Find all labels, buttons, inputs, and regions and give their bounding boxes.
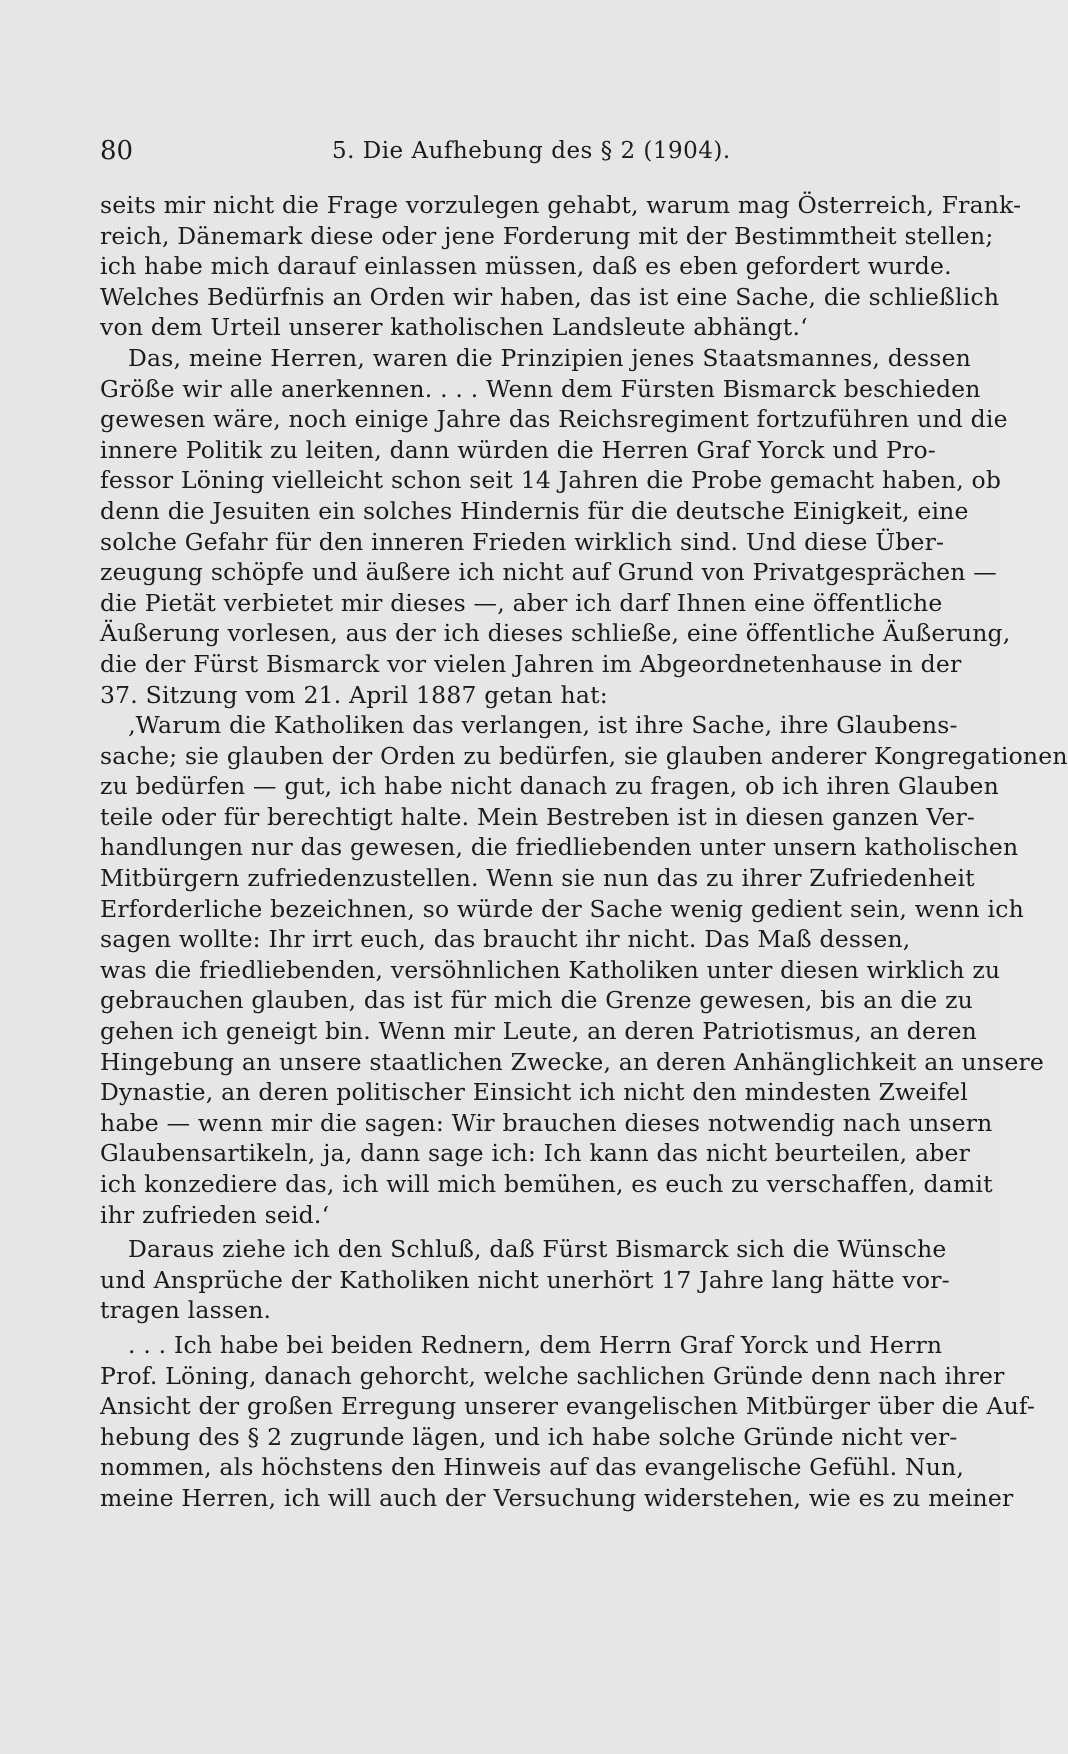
text-line: 37. Sitzung vom 21. April 1887 getan hat: xyxy=(100,680,608,709)
paragraph xyxy=(100,1330,1036,1514)
text-line: Prof. Löning, danach gehorcht, welche sachlichen Gründe denn nach ihrer xyxy=(100,1361,1005,1390)
text-line: und Ansprüche der Katholiken nicht unerhört 17 Jahre lang hätte vor- xyxy=(100,1265,950,1294)
text-line: sagen wollte: Ihr irrt euch, das braucht ihr nicht. Das Maß dessen, xyxy=(100,925,911,954)
text-line: Glaubensartikeln, ja, dann sage ich: Ich kann das nicht beurteilen, aber xyxy=(100,1139,971,1168)
text-line: Daraus ziehe ich den Schluß, daß Fürst Bismarck sich die Wünsche xyxy=(128,1235,947,1264)
paragraph xyxy=(100,1234,950,1326)
text-line: habe — wenn mir die sagen: Wir brauchen dieses notwendig nach unsern xyxy=(100,1108,993,1137)
paragraph xyxy=(100,710,1068,1230)
text-line: sache; sie glauben der Orden zu bedürfen, sie glauben anderer Kongregationen xyxy=(100,741,1068,770)
text-line: innere Politik zu leiten, dann würden die Herren Graf Yorck und Pro- xyxy=(100,435,936,464)
text-line: was die friedliebenden, versöhnlichen Katholiken unter diesen wirklich zu xyxy=(100,955,1001,984)
page-header xyxy=(100,136,890,172)
page-number: 80 xyxy=(100,136,134,166)
text-line: ich habe mich darauf einlassen müssen, daß es eben gefordert wurde. xyxy=(100,252,952,281)
text-line: ‚Warum die Katholiken das verlangen, ist ihre Sache, ihre Glaubens- xyxy=(128,711,958,740)
text-line: seits mir nicht die Frage vorzulegen gehabt, warum mag Österreich, Frank- xyxy=(100,191,1022,219)
text-line: ihr zufrieden seid.‘ xyxy=(100,1200,330,1229)
text-line: Größe wir alle anerkennen. . . . Wenn dem Fürsten Bismarck beschieden xyxy=(100,374,981,403)
text-line: von dem Urteil unserer katholischen Landsleute abhängt.‘ xyxy=(100,313,808,342)
body-text xyxy=(100,190,1068,1514)
text-line: Äußerung vorlesen, aus der ich dieses schließe, eine öffentliche Äußerung, xyxy=(100,619,1011,648)
text-line: solche Gefahr für den inneren Frieden wirklich sind. Und diese Über- xyxy=(100,527,945,556)
text-line: Dynastie, an deren politischer Einsicht ich nicht den mindesten Zweifel xyxy=(100,1078,968,1107)
text-line: gewesen wäre, noch einige Jahre das Reichsregiment fortzuführen und die xyxy=(100,405,1008,434)
text-line: meine Herren, ich will auch der Versuchung widerstehen, wie es zu meiner xyxy=(100,1483,1014,1512)
text-line: Ansicht der großen Erregung unserer evangelischen Mitbürger über die Auf- xyxy=(100,1392,1036,1421)
text-line: tragen lassen. xyxy=(100,1296,272,1325)
paragraph xyxy=(100,343,1011,710)
text-line: reich, Dänemark diese oder jene Forderung mit der Bestimmtheit stellen; xyxy=(100,221,994,250)
text-line: ich konzediere das, ich will mich bemühen, es euch zu verschaffen, damit xyxy=(100,1170,993,1198)
text-line: gebrauchen glauben, das ist für mich die Grenze gewesen, bis an die zu xyxy=(100,986,974,1015)
text-line: die Pietät verbietet mir dieses —, aber ich darf Ihnen eine öffentliche xyxy=(100,588,943,617)
text-line: denn die Jesuiten ein solches Hindernis für die deutsche Einigkeit, eine xyxy=(100,496,969,525)
text-line: Das, meine Herren, waren die Prinzipien jenes Staatsmannes, dessen xyxy=(128,343,972,372)
text-line: Mitbürgern zufriedenzustellen. Wenn sie nun das zu ihrer Zufriedenheit xyxy=(100,864,975,893)
text-line: fessor Löning vielleicht schon seit 14 Jahren die Probe gemacht haben, ob xyxy=(100,466,1002,495)
text-line: hebung des § 2 zugrunde lägen, und ich habe solche Gründe nicht ver- xyxy=(100,1422,958,1451)
text-line: Hingebung an unsere staatlichen Zwecke, an deren Anhänglichkeit an unsere xyxy=(100,1047,1045,1076)
text-line: die der Fürst Bismarck vor vielen Jahren im Abgeordnetenhause in der xyxy=(100,649,962,678)
paragraph xyxy=(100,190,1022,343)
text-line: Erforderliche bezeichnen, so würde der Sache wenig gedient sein, wenn ich xyxy=(100,894,1024,923)
text-line: nommen, als höchstens den Hinweis auf das evangelische Gefühl. Nun, xyxy=(100,1453,965,1482)
text-line: teile oder für berechtigt halte. Mein Bestreben ist in diesen ganzen Ver- xyxy=(100,802,976,831)
text-line: Welches Bedürfnis an Orden wir haben, das ist eine Sache, die schließlich xyxy=(100,282,1000,311)
text-line: gehen ich geneigt bin. Wenn mir Leute, an deren Patriotismus, an deren xyxy=(100,1017,978,1046)
text-line: handlungen nur das gewesen, die friedliebenden unter unsern katholischen xyxy=(100,833,1019,862)
text-line: zeugung schöpfe und äußere ich nicht auf Grund von Privatgesprächen — xyxy=(100,558,997,587)
text-line: . . . Ich habe bei beiden Rednern, dem Herrn Graf Yorck und Herrn xyxy=(128,1330,943,1359)
running-head: 5. Die Aufhebung des § 2 (1904). xyxy=(332,138,731,164)
text-line: zu bedürfen — gut, ich habe nicht danach zu fragen, ob ich ihren Glauben xyxy=(100,772,999,801)
